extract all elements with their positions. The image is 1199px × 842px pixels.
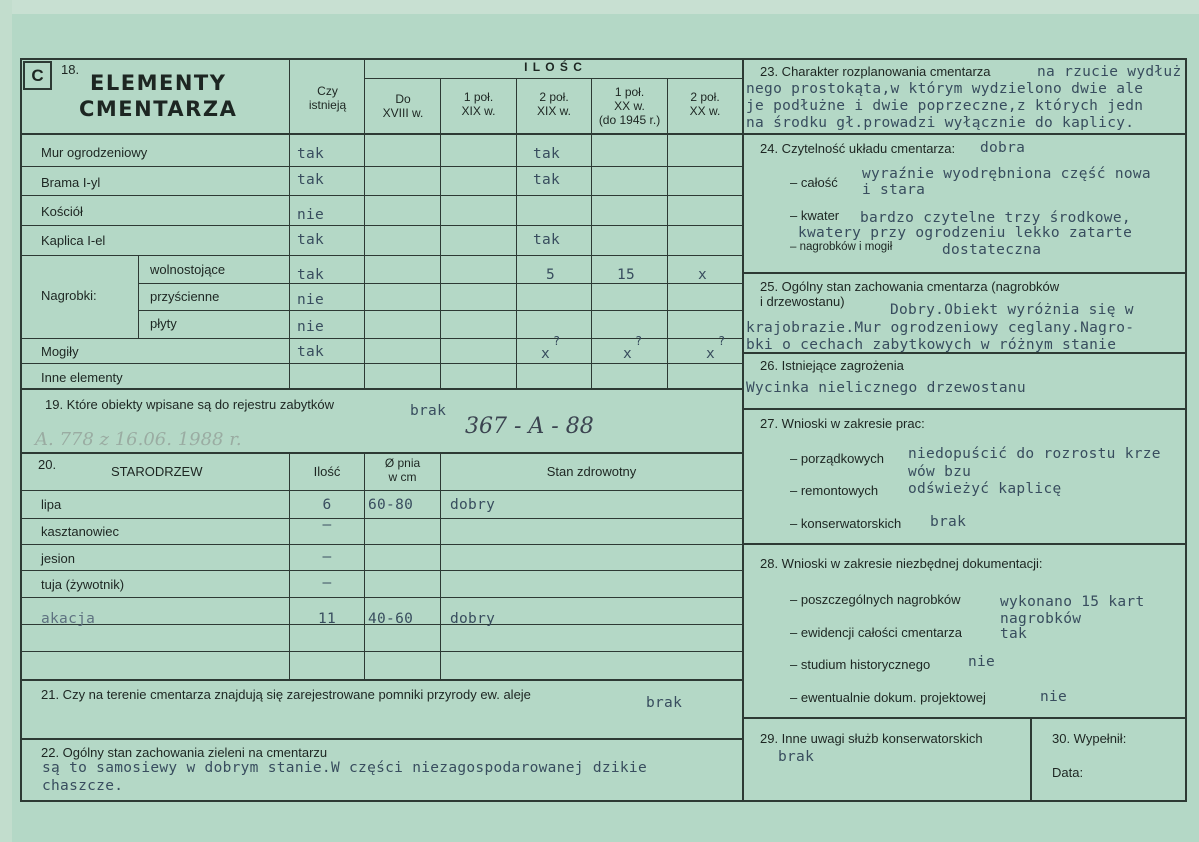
s20-col-name: STARODRZEW bbox=[111, 464, 203, 479]
tree-name: kasztanowiec bbox=[41, 524, 120, 539]
s18-line bbox=[138, 310, 743, 311]
s18-line bbox=[20, 133, 743, 135]
tree-stan: dobry bbox=[450, 497, 496, 513]
s18-title-line2: CMENTARZA bbox=[79, 97, 238, 121]
outer-bottom-border bbox=[20, 800, 1187, 802]
s29-label: 29. Inne uwagi służb konserwatorskich bbox=[760, 731, 983, 746]
s19-pencil-note: A. 778 z 16.06. 1988 r. bbox=[35, 429, 242, 450]
s28-ewidencji-answer: tak bbox=[1000, 626, 1028, 642]
s28-projektowej-label: – ewentualnie dokum. projektowej bbox=[790, 690, 986, 705]
col-2pol20-header: 2 poł. XX w. bbox=[689, 90, 721, 118]
s24-answer: dobra bbox=[980, 140, 1026, 156]
s18-line bbox=[20, 166, 743, 167]
row-mur-2pol19: tak bbox=[533, 146, 561, 162]
s28-ewidencji-label: – ewidencji całości cmentarza bbox=[790, 625, 962, 640]
s27-konserwatorskich-label: – konserwatorskich bbox=[790, 516, 902, 531]
row-brama-label: Brama I-yl bbox=[41, 175, 101, 190]
row-nagrobki-label: Nagrobki: bbox=[41, 288, 97, 303]
s20-bottom bbox=[20, 679, 743, 681]
s28-studium-answer: nie bbox=[968, 654, 996, 670]
row-wolno-1pol20: 15 bbox=[617, 267, 636, 283]
s27-konserwatorskich-answer: brak bbox=[930, 514, 967, 530]
tree-fi: 60-80 bbox=[368, 497, 414, 513]
col-czy-header: Czy istnieją bbox=[308, 84, 347, 112]
s22-answer-line2: chaszcze. bbox=[42, 778, 124, 794]
s26-bottom bbox=[742, 408, 1187, 410]
row-kaplica-2pol19: tak bbox=[533, 232, 561, 248]
s27-remontowych-answer: odświeżyć kaplicę bbox=[908, 481, 1062, 497]
s25-answer-line2: krajobrazie.Mur ogrodzeniowy ceglany.Nagro- bbox=[746, 320, 1135, 336]
tree-stan: dobry bbox=[450, 611, 496, 627]
s27-label: 27. Wnioski w zakresie prac: bbox=[760, 416, 925, 431]
s18-bottom bbox=[20, 388, 743, 390]
s23-answer-line3: je podłużne i dwie poprzeczne,z których jedn bbox=[746, 98, 1144, 114]
ilosc-header: I L O Ś C bbox=[524, 60, 583, 74]
s23-answer-line2: nego prostokąta,w którym wydzielono dwie ale bbox=[746, 81, 1144, 97]
tree-ilosc: – bbox=[322, 549, 332, 565]
s25-answer-line1: Dobry.Obiekt wyróżnia się w bbox=[890, 302, 1134, 318]
s20-line bbox=[440, 452, 441, 679]
s25-answer-line3: bki o cechach zabytkowych w różnym stanie bbox=[746, 337, 1117, 353]
s23-bottom bbox=[742, 133, 1187, 135]
s28-nagrobkow-line2: nagrobków bbox=[1000, 611, 1082, 627]
s28-nagrobkow-label: – poszczególnych nagrobków bbox=[790, 592, 961, 607]
col-do18-header: Do XVIII w. bbox=[382, 92, 424, 120]
row-mur-label: Mur ogrodzeniowy bbox=[41, 145, 148, 160]
s24-nagrobkow-label: – nagrobków i mogił bbox=[790, 241, 893, 253]
s19-answer: brak bbox=[410, 403, 447, 419]
col-1pol19-header: 1 poł. XIX w. bbox=[461, 90, 496, 118]
row-kosciol-czy: nie bbox=[297, 207, 325, 223]
s20-number: 20. bbox=[38, 457, 57, 472]
s18-line bbox=[138, 256, 139, 339]
s18-line bbox=[20, 255, 743, 256]
s22-answer-line1: są to samosiewy w dobrym stanie.W części niezagospodarowanej dzikie bbox=[42, 760, 647, 776]
s28-bottom bbox=[742, 717, 1187, 719]
s24-kwater-line1: bardzo czytelne trzy środkowe, bbox=[860, 210, 1131, 226]
s20-top bbox=[20, 452, 743, 454]
row-wolno-2pol19: 5 bbox=[546, 267, 556, 283]
card-left-edge bbox=[0, 0, 12, 842]
s18-line bbox=[20, 225, 743, 226]
s23-answer-line4: na środku gł.prowadzi wyłącznie do kaplicy. bbox=[746, 115, 1135, 131]
row-mogily-1pol20: x bbox=[623, 346, 633, 362]
tree-name: akacja bbox=[41, 611, 96, 627]
row-mogily-czy: tak bbox=[297, 344, 325, 360]
s18-line bbox=[20, 195, 743, 196]
row-plyty-czy: nie bbox=[297, 319, 325, 335]
row-mogily-2pol19-query: ? bbox=[553, 334, 561, 348]
s27-porzadkowych-line1: niedopuścić do rozrostu krze bbox=[908, 446, 1161, 462]
row-brama-2pol19: tak bbox=[533, 172, 561, 188]
outer-right-border bbox=[1185, 58, 1187, 802]
s23-answer-line1: na rzucie wydłuż bbox=[1037, 64, 1182, 80]
s21-bottom bbox=[20, 738, 743, 740]
s18-number: 18. bbox=[61, 62, 80, 77]
s23-label: 23. Charakter rozplanowania cmentarza bbox=[760, 64, 991, 79]
col-1pol20-header: 1 poł. XX w. (do 1945 r.) bbox=[598, 85, 661, 127]
row-mur-czy: tak bbox=[297, 146, 325, 162]
s27-porzadkowych-line2: wów bzu bbox=[908, 464, 972, 480]
s18-line bbox=[364, 78, 743, 79]
s22-label: 22. Ogólny stan zachowania zieleni na cmentarzu bbox=[41, 745, 328, 760]
col-2pol19-header: 2 poł. XIX w. bbox=[536, 90, 571, 118]
s20-line bbox=[20, 651, 743, 652]
tree-name: jesion bbox=[41, 551, 75, 566]
s26-answer: Wycinka nielicznego drzewostanu bbox=[746, 380, 1026, 396]
s24-kwater-label: – kwater bbox=[790, 208, 840, 223]
card-letter-box: C bbox=[23, 61, 52, 90]
row-przys-czy: nie bbox=[297, 292, 325, 308]
s20-line bbox=[20, 544, 743, 545]
row-plyty-label: płyty bbox=[150, 316, 177, 331]
row-mogily-2pol20-query: ? bbox=[718, 334, 726, 348]
tree-fi: 40-60 bbox=[368, 611, 414, 627]
s21-label: 21. Czy na terenie cmentarza znajdują się zarejestrowane pomniki przyrody ew. aleje bbox=[41, 687, 531, 702]
s20-line bbox=[364, 452, 365, 679]
s30-label: 30. Wypełnił: bbox=[1052, 731, 1127, 746]
s20-col-ilosc: Ilość bbox=[313, 464, 341, 479]
tree-ilosc: – bbox=[322, 575, 332, 591]
row-wolno-czy: tak bbox=[297, 267, 325, 283]
s27-remontowych-label: – remontowych bbox=[790, 483, 879, 498]
tree-name: lipa bbox=[41, 497, 62, 512]
s18-line bbox=[440, 78, 441, 388]
s21-answer: brak bbox=[646, 695, 683, 711]
s20-line bbox=[20, 518, 743, 519]
row-wolno-label: wolnostojące bbox=[150, 262, 226, 277]
s20-line bbox=[20, 490, 743, 491]
s20-line bbox=[20, 597, 743, 598]
row-inne-label: Inne elementy bbox=[41, 370, 123, 385]
s19-register-number: 367 - A - 88 bbox=[465, 414, 594, 439]
s24-nagrobkow-answer: dostateczna bbox=[942, 242, 1042, 258]
s24-bottom bbox=[742, 272, 1187, 274]
s29-s30-divider bbox=[1030, 717, 1032, 801]
s30-data-label: Data: bbox=[1052, 765, 1084, 780]
s18-line bbox=[667, 78, 668, 388]
row-mogily-2pol20: x bbox=[706, 346, 716, 362]
s25-label-line1: 25. Ogólny stan zachowania cmentarza (nagrobków bbox=[760, 279, 1060, 294]
s25-label-line2: i drzewostanu) bbox=[760, 294, 845, 309]
row-kaplica-label: Kaplica I-el bbox=[41, 233, 106, 248]
s20-col-fi: Ø pnia w cm bbox=[384, 456, 421, 484]
s18-line bbox=[20, 363, 743, 364]
tree-ilosc: 6 bbox=[322, 497, 332, 513]
s28-projektowej-answer: nie bbox=[1040, 689, 1068, 705]
s24-calosc-label: – całość bbox=[790, 175, 838, 190]
row-mogily-label: Mogiły bbox=[41, 344, 79, 359]
tree-ilosc: – bbox=[322, 517, 332, 533]
s20-line bbox=[20, 570, 743, 571]
s20-line bbox=[289, 452, 290, 679]
s28-label: 28. Wnioski w zakresie niezbędnej dokumentacji: bbox=[760, 556, 1043, 571]
s24-calosc-line2: i stara bbox=[862, 182, 926, 198]
row-kosciol-label: Kościół bbox=[41, 204, 83, 219]
row-wolno-2pol20: x bbox=[698, 267, 708, 283]
s24-label: 24. Czytelność układu cmentarza: bbox=[760, 141, 956, 156]
center-divider bbox=[742, 58, 744, 802]
s20-col-stan: Stan zdrowotny bbox=[546, 464, 637, 479]
row-mogily-2pol19: x bbox=[541, 346, 551, 362]
row-brama-czy: tak bbox=[297, 172, 325, 188]
s28-studium-label: – studium historycznego bbox=[790, 657, 931, 672]
s29-answer: brak bbox=[778, 749, 815, 765]
s26-label: 26. Istniejące zagrożenia bbox=[760, 358, 904, 373]
s18-line bbox=[138, 283, 743, 284]
s28-nagrobkow-line1: wykonano 15 kart bbox=[1000, 594, 1145, 610]
s24-calosc-line1: wyraźnie wyodrębniona część nowa bbox=[862, 166, 1151, 182]
s27-bottom bbox=[742, 543, 1187, 545]
s19-label: 19. Które obiekty wpisane są do rejestru zabytków bbox=[45, 397, 335, 412]
tree-name: tuja (żywotnik) bbox=[41, 577, 125, 592]
row-przys-label: przyścienne bbox=[150, 289, 220, 304]
s27-porzadkowych-label: – porządkowych bbox=[790, 451, 884, 466]
card-top-edge bbox=[0, 0, 1199, 14]
s24-kwater-line2: kwatery przy ogrodzeniu lekko zatarte bbox=[798, 225, 1133, 241]
s18-title-line1: ELEMENTY bbox=[90, 71, 227, 95]
tree-ilosc: 11 bbox=[317, 611, 337, 627]
row-kaplica-czy: tak bbox=[297, 232, 325, 248]
row-mogily-1pol20-query: ? bbox=[635, 334, 643, 348]
s18-line bbox=[516, 78, 517, 388]
outer-left-border bbox=[20, 58, 22, 802]
